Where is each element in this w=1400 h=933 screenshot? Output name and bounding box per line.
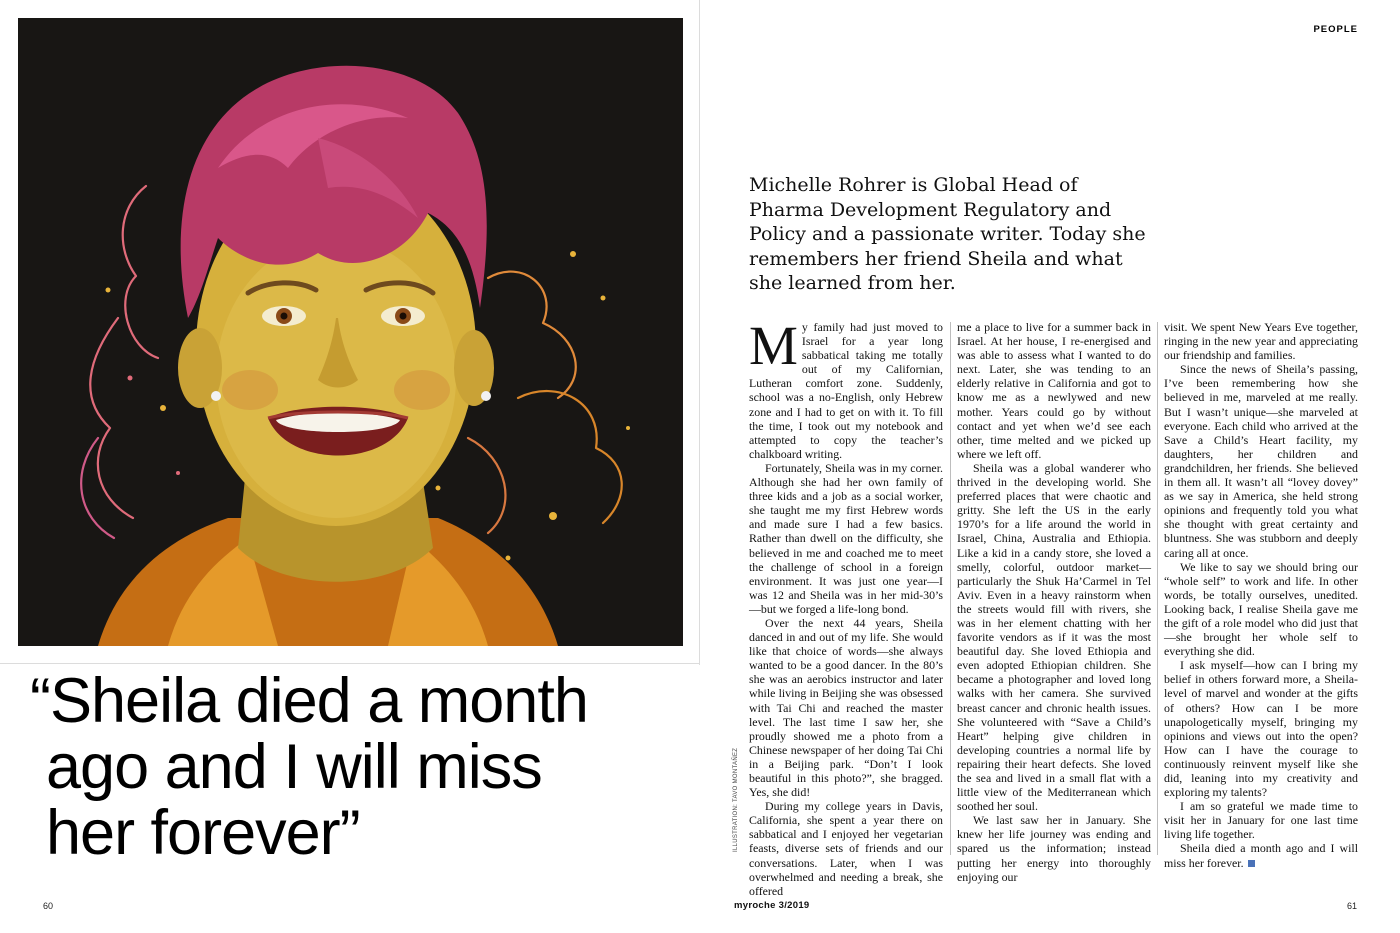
page-number-right: 61 <box>1347 901 1358 911</box>
body-column-3 <box>1164 320 1358 870</box>
body-paragraph-10: We like to say we should bring our “whole self” to work and life. In other words, be totally ourselves, unedited. Looking back, I realise Sheila gave me the gift of a role model who did just that—she brought her whole self to everything she did. <box>1164 559 1358 659</box>
body-paragraph-6: Sheila was a global wanderer who thrived in the developing world. She preferred places that were chaotic and gritty. She left the US in the early 1970’s for a life around the world in Israel, China, Australia and Ethiopia. Like a kid in a candy store, she loved a smelly, colorful, outdoor market—particularly the Shuk Ha’Carmel in Tel Aviv. Even in a heavy rainstorm when the streets would fill with rivers, she was in her element chatting with her favorite vendors as if it was the most beautiful day. She loved Ethiopia and even adopted Ethiopian children. She became a photographer and loved long walks with her camera. She survived breast cancer and chronic health issues. She volunteered with “Save a Child’s Heart” helping give children in developing countries a normal life by repairing their heart defects. She loved the sea and lived in a small flat with a little view of the Mediterranean which soothed her soul. <box>957 460 1151 814</box>
column-rule-2 <box>1157 322 1158 855</box>
portrait-illustration <box>18 18 683 646</box>
body-paragraph-4: During my college years in Davis, California, she spent a year there on sabbatical and I enjoyed her vegetarian feasts, diverse sets of friends and our conversations. Later, when I was overwhelmed and needing a break, she offered <box>749 799 943 898</box>
body-paragraph-2: Fortunately, Sheila was in my corner. Although she had her own family of three kids and a job as a social worker, she taught me my first Hebrew words and made sure I had a few basics. Rather than dwell on the difficulty, she believed in me and coached me to meet the challenge of school in a foreign environment. It was just one year—I was 12 and Sheila was in her mid-30’s—but we forged a life-long bond. <box>749 460 943 616</box>
body-paragraph-11: I ask myself—how can I bring my belief in others forward more, a Sheila-level of marvel and wonder at the gifts of others? How can I be more unapologetically myself, bringing my opinions and views out into the open? How can I have the courage to continuously reinvent myself like she did, leaning into my creativity and exploring my talents? <box>1164 658 1358 800</box>
body-column-2 <box>957 320 1151 884</box>
intro-line-2: Pharma Development Regulatory and <box>749 198 1112 221</box>
intro-line-3: Policy and a passionate writer. Today she <box>749 223 1146 245</box>
body-paragraph-3: Over the next 44 years, Sheila danced in and out of my life. She would like that choice of words—she always wanted to be a good dancer. In the 80’s she was an aerobics instructor and later while living in Beijing she was obsessed with Tai Chi and reached the master level. The last time I saw her, she proudly showed me a photo from a Chinese newspaper of her doing Tai Chi in a Beijing park. “Don’t I look beautiful in this photo?”, she bragged. Yes, she did! <box>749 615 943 800</box>
body-paragraph-9: Since the news of Sheila’s passing, I’ve been remembering how she believed in me, marveled at me really. But I wasn’t unique—she marveled at everyone. Each child who arrived at the Save a Child’s Heart facility, my daughters, her children and grandchildren, her friends. She believed in them all. It wasn’t all “lovey dovey” as we say in America, she held strong opinions and frequently told you what she thought with great certainty and bluntness. She was stubborn and deeply caring all at once. <box>1164 362 1358 560</box>
intro-line-1: Michelle Rohrer is Global Head of <box>749 174 1078 196</box>
drop-cap: M <box>749 315 798 376</box>
magazine-issue: myroche 3/2019 <box>734 900 810 911</box>
body-paragraph-1: My family had just moved to Israel for a year long sabbatical taking me totally out of my Californian, Lutheran comfort zone. Suddenly, school was a no-English, only Hebrew zone and I had to get on with it. To fill the time, I took out my notebook and attempted to copy the teacher’s chalkboard writing. <box>749 315 943 461</box>
body-column-1 <box>749 315 943 898</box>
pull-quote-line-1: “Sheila died a month <box>30 666 588 736</box>
intro-standfirst <box>749 173 1149 296</box>
body-paragraph-8: visit. We spent New Years Eve together, ringing in the new year and appreciating our friendship and families. <box>1164 320 1358 363</box>
pull-quote <box>30 668 670 866</box>
body-paragraph-7: We last saw her in January. She knew her life journey was ending and spared us the information; instead putting her energy into thoroughly enjoying our <box>957 813 1151 884</box>
intro-line-5: she learned from her. <box>749 272 956 294</box>
portrait-drawing <box>18 18 683 646</box>
body-paragraph-5: me a place to live for a summer back in Israel. At her house, I re-energised and was able to assess what I wanted to do next. Later, she was tending to an elderly relative in California and got to know me as a newlywed and new mother. Years could go by without contact and yet when we’d see each other, time melted and we picked up where we left off. <box>957 320 1151 461</box>
column-rule-1 <box>950 322 951 855</box>
pull-quote-line-3: her forever” <box>46 798 360 868</box>
gutter-rule <box>699 0 700 665</box>
illustration-credit: ILLUSTRATION: TAVO MONTAÑEZ <box>733 747 739 852</box>
illustration-frame-edge <box>0 663 700 664</box>
body-paragraph-12: I am so grateful we made time to visit her in January for one last time living life together. <box>1164 799 1358 842</box>
body-paragraph-13: Sheila died a month ago and I will miss her forever. <box>1164 841 1358 870</box>
intro-line-4: remembers her friend Sheila and what <box>749 247 1123 270</box>
end-mark-icon <box>1248 860 1255 867</box>
section-label: PEOPLE <box>1313 24 1358 35</box>
page-number-left: 60 <box>43 901 54 911</box>
pull-quote-line-2: ago and I will miss <box>46 732 542 802</box>
